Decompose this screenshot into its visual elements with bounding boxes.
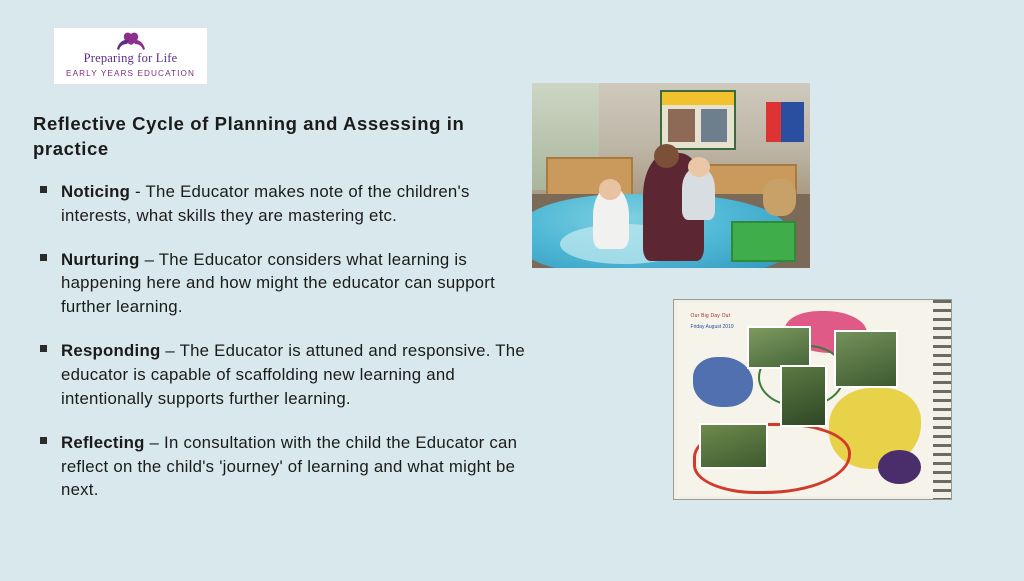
board-photo-2 xyxy=(701,109,727,142)
reflective-cycle-list xyxy=(33,180,533,502)
list-item xyxy=(33,339,533,411)
square-bullet-icon xyxy=(40,437,47,444)
blue-scribble xyxy=(693,357,753,407)
artwork-caption-top: Our Big Day Out xyxy=(690,312,731,319)
list-item xyxy=(33,431,533,503)
wall-display-board xyxy=(660,90,736,150)
bullet-text: In consultation with the child the Educator can reflect on the child's 'journey' of learning and what might be next. xyxy=(61,432,518,500)
bullet-separator: – xyxy=(139,249,159,269)
page-title: Reflective Cycle of Planning and Assessing in practice xyxy=(33,113,465,159)
bullet-term: Reflecting xyxy=(61,432,145,452)
childs-artwork-photo xyxy=(673,299,952,500)
teddy-bear xyxy=(763,179,796,216)
list-item xyxy=(33,180,533,228)
list-item xyxy=(33,248,533,320)
bullet-separator: – xyxy=(160,341,180,361)
slide-text-column xyxy=(33,112,533,522)
artwork-photo-4 xyxy=(834,330,898,388)
bullet-text: The Educator makes note of the children's interests, what skills they are mastering etc. xyxy=(61,181,470,225)
artwork-photo-1 xyxy=(699,423,768,469)
hands-flower-icon xyxy=(109,31,153,53)
logo-title: Preparing for Life xyxy=(83,50,178,65)
bullet-text: The Educator is attuned and responsive. The educator is capable of scaffolding new learning and intentionally supports further learning. xyxy=(61,341,525,408)
toddler-left-head xyxy=(599,179,621,199)
classroom-photo xyxy=(532,83,810,268)
spiral-binding xyxy=(933,300,951,499)
artwork-photo-3 xyxy=(780,365,827,427)
board-photo-1 xyxy=(668,109,695,142)
preparing-for-life-logo xyxy=(53,27,208,85)
artwork-photo-2 xyxy=(747,326,811,369)
board-title-strip xyxy=(662,92,734,104)
bullet-separator: – xyxy=(144,432,165,452)
artwork-caption-second: Friday August 2019 xyxy=(690,324,734,331)
bullet-term: Nurturing xyxy=(61,249,140,269)
bullet-term: Responding xyxy=(61,341,161,361)
logo-subtitle: EARLY YEARS EDUCATION xyxy=(66,68,195,78)
purple-scribble xyxy=(878,450,921,485)
green-storage-box xyxy=(731,221,796,262)
bullet-separator: - xyxy=(130,181,146,201)
paper-sheet xyxy=(677,303,948,496)
bullet-term: Noticing xyxy=(61,181,131,201)
wall-flag xyxy=(766,102,805,143)
square-bullet-icon xyxy=(40,186,47,193)
square-bullet-icon xyxy=(40,254,47,261)
square-bullet-icon xyxy=(40,345,47,352)
bullet-text: The Educator considers what learning is happening here and how might the educator can support further learning. xyxy=(61,249,496,317)
